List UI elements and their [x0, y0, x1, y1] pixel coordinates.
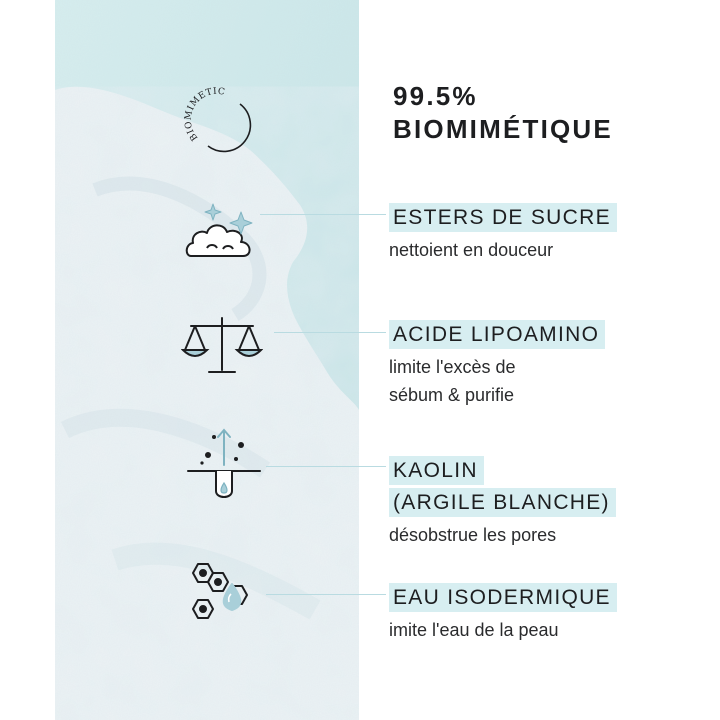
feature-acide-lipoamino	[389, 320, 605, 409]
feature-title-line-2: (ARGILE BLANCHE)	[389, 488, 616, 517]
feature-description: nettoient en douceur	[389, 240, 554, 260]
headline-label: BIOMIMÉTIQUE	[393, 114, 613, 144]
feature-title: EAU ISODERMIQUE	[389, 583, 617, 612]
molecule-drop-icon	[186, 560, 260, 633]
feature-esters-de-sucre	[389, 203, 617, 264]
connector-line-1	[260, 214, 386, 215]
connector-line-4	[266, 594, 386, 595]
biomimetic-badge	[178, 80, 268, 170]
feature-title-line-1: KAOLIN	[389, 456, 484, 485]
balance-scale-icon	[181, 314, 263, 383]
feature-title: ESTERS DE SUCRE	[389, 203, 617, 232]
feature-title: ACIDE LIPOAMINO	[389, 320, 605, 349]
headline	[393, 80, 613, 146]
connector-line-2	[274, 332, 386, 333]
badge-text: BIOMIMETIC	[183, 86, 226, 143]
headline-percent: 99.5%	[393, 81, 478, 111]
connector-line-3	[266, 466, 386, 467]
feature-description-line-1: limite l'excès de	[389, 357, 516, 377]
feature-eau-isodermique	[389, 583, 617, 644]
cloud-sparkle-icon	[183, 200, 263, 271]
pore-unclog-icon	[186, 425, 262, 512]
feature-description: désobstrue les pores	[389, 525, 557, 545]
feature-description-line-2: sébum & purifie	[389, 385, 515, 405]
feature-kaolin	[389, 456, 616, 549]
feature-description: imite l'eau de la peau	[389, 620, 559, 640]
